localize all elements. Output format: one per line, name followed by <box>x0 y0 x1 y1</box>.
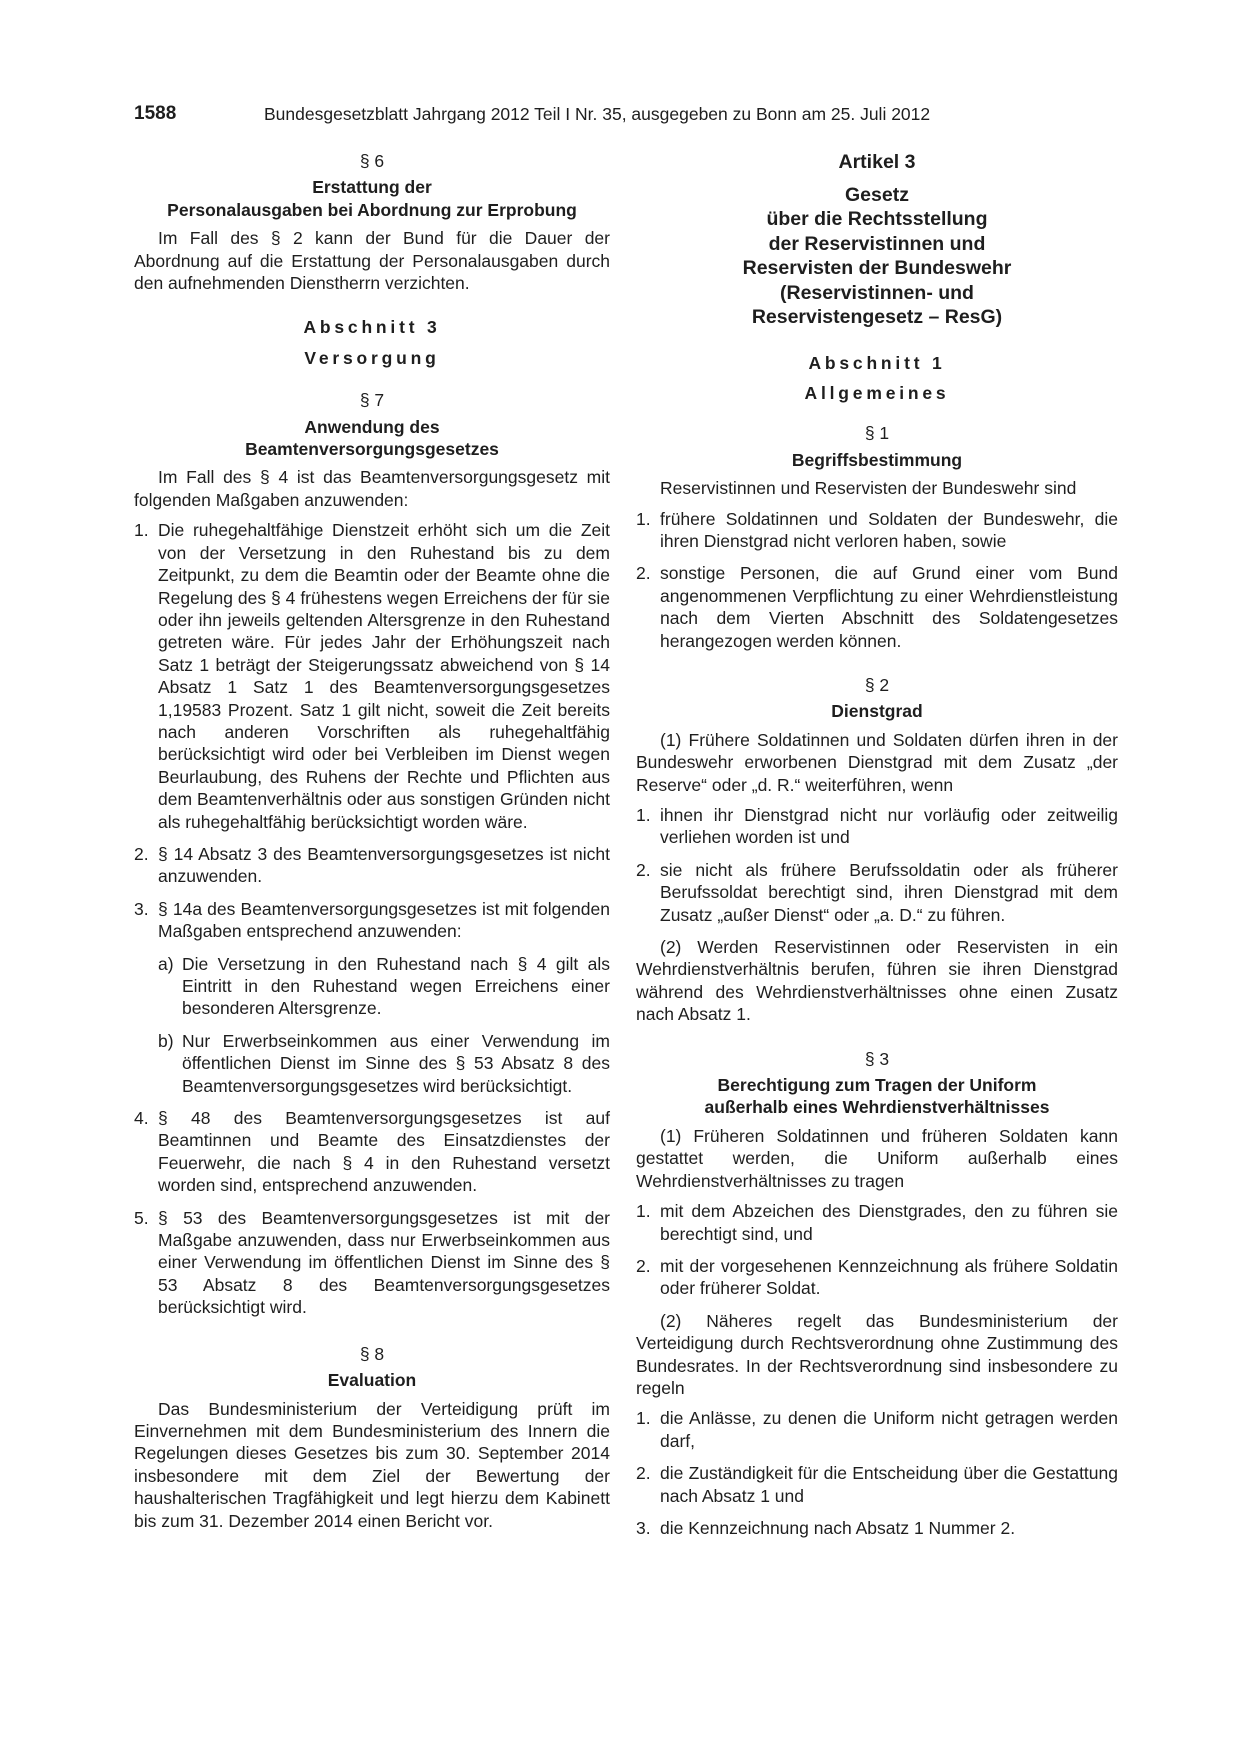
section-6-number: § 6 <box>359 151 385 171</box>
section-1-intro: Reservistinnen und Reservisten der Bundeswehr sind <box>660 478 1077 499</box>
list-item-number: 3. <box>636 1517 651 1538</box>
section-3-title-line2: außerhalb eines Wehrdienstverhältnisses <box>704 1097 1050 1118</box>
list-item <box>636 804 1118 849</box>
list-item-text: § 14 Absatz 3 des Beamtenversorgungsgesetzes ist nicht anzuwenden. <box>158 843 610 887</box>
list-item-text: die Kennzeichnung nach Absatz 1 Nummer 2. <box>660 1517 1016 1538</box>
artikel-title-line: Reservistengesetz – ResG) <box>751 306 1003 328</box>
section-3-paragraph-2: (2) Näheres regelt das Bundesministerium der Verteidigung durch Rechtsverordnung ohne Zustimmung des Bundesrates. In der Rechtsverordnung sind insbesondere zu regeln <box>636 1310 1118 1398</box>
list-item-text: sonstige Personen, die auf Grund einer vom Bund angenommenen Verpflichtung zu einer Wehrdienstleistung nach dem Vierten Abschnitt des Soldatengesetzes herangezogen werden können. <box>660 563 1118 651</box>
section-8-title: Evaluation <box>327 1370 417 1391</box>
list-item-text: mit dem Abzeichen des Dienstgrades, den zu führen sie berechtigt sind, und <box>660 1201 1118 1244</box>
list-item-number: 2. <box>636 859 651 880</box>
list-item <box>636 1407 1118 1452</box>
sub-list-item <box>158 953 610 1020</box>
list-item-text: § 48 des Beamtenversorgungsgesetzes ist auf Beamtinnen und Beamte des Einsatzdienstes der Feuerwehr, die nach § 4 in den Ruhestand versetzt worden sind, entsprechend anzuwenden. <box>158 1108 610 1196</box>
section-6-text: Im Fall des § 2 kann der Bund für die Dauer der Abordnung auf die Erstattung der Personalausgaben durch den aufnehmenden Dienstherrn verzichten. <box>134 228 610 294</box>
abschnitt-3-title: Versorgung <box>304 347 440 368</box>
list-item-number: 1. <box>636 805 651 825</box>
list-item-text: sie nicht als frühere Berufssoldatin oder als früherer Berufssoldat berechtigt sind, ihren Dienstgrad mit dem Zusatz „außer Dienst“ oder „a. D.“ zu führen. <box>660 859 1118 925</box>
list-item <box>134 843 610 888</box>
section-6-title-line2: Personalausgaben bei Abordnung zur Erprobung <box>167 199 577 220</box>
section-2-title: Dienstgrad <box>831 701 923 722</box>
section-1-number: § 1 <box>864 423 890 444</box>
page-header <box>134 102 984 126</box>
list-item-number: 2. <box>636 563 651 584</box>
list-item <box>636 1255 1118 1300</box>
artikel-title-line: über die Rechtsstellung <box>766 208 988 230</box>
section-2-paragraph-2: (2) Werden Reservistinnen oder Reservisten in ein Wehrdienstverhältnis berufen, führen sie ihren Dienstgrad während des Wehrdienstverhältnisses ohne einen Zusatz nach Absatz 1. <box>636 937 1118 1025</box>
list-item <box>636 1200 1118 1245</box>
list-item-number: 1. <box>636 1408 651 1429</box>
section-8-number: § 8 <box>359 1343 385 1364</box>
artikel-title-line: (Reservistinnen- und <box>780 281 974 304</box>
section-3-number: § 3 <box>864 1048 890 1069</box>
list-item-number: 2. <box>134 843 149 864</box>
abschnitt-1-label: Abschnitt 1 <box>808 352 946 373</box>
list-item-text: ihnen ihr Dienstgrad nicht nur vorläufig oder zeitweilig verliehen worden ist und <box>660 805 1118 848</box>
page-number: 1588 <box>134 103 177 124</box>
list-item <box>636 1517 1118 1539</box>
sub-list-item-text: Die Versetzung in den Ruhestand nach § 4 gilt als Eintritt in den Ruhestand wegen Erreichens einer besonderen Altersgrenze. <box>182 953 610 1019</box>
sub-list-item <box>158 1030 610 1097</box>
sub-list-item-letter: a) <box>158 953 174 974</box>
section-7-number: § 7 <box>359 390 385 411</box>
right-column <box>636 150 1118 1549</box>
section-3-title-line1: Berechtigung zum Tragen der Uniform <box>717 1075 1037 1096</box>
abschnitt-1-title: Allgemeines <box>804 382 950 403</box>
section-8-text: Das Bundesministerium der Verteidigung prüft im Einvernehmen mit dem Bundesministerium des Innern die Regelungen dieses Gesetzes bis zum 30. September 2014 insbesondere mit dem Ziel der Bewertung der haushalterischen Tragfähigkeit und legt hierzu dem Kabinett bis zum 31. Dezember 2014 einen Bericht vor. <box>134 1398 610 1531</box>
sub-list-item-text: Nur Erwerbseinkommen aus einer Verwendung im öffentlichen Dienst im Sinne des § 53 Absatz 8 des Beamtenversorgungsgesetzes wird berücksichtigt. <box>182 1030 610 1096</box>
list-item-text: mit der vorgesehenen Kennzeichnung als frühere Soldatin oder früherer Soldat. <box>660 1255 1118 1299</box>
list-item-number: 1. <box>636 1201 651 1222</box>
artikel-title-line: der Reservistinnen und <box>768 232 986 255</box>
list-item <box>134 1107 610 1197</box>
list-item <box>636 562 1118 652</box>
list-item <box>636 508 1118 553</box>
artikel-title-line: Gesetz <box>845 183 909 206</box>
list-item-number: 5. <box>134 1207 149 1228</box>
list-item-text: Die ruhegehaltfähige Dienstzeit erhöht sich um die Zeit von der Versetzung in den Ruhestand bis zu dem Zeitpunkt, zu dem die Beamtin oder der Beamte ohne die Regelung des § 4 frühestens wegen Erreichens der für sie oder ihn jeweils geltenden Altersgrenze in den Ruhestand getreten wäre. Für jedes Jahr der Erhöhungszeit nach Satz 1 beträgt der Steigerungssatz abweichend von § 14 Absatz 1 Satz 1 des Beamtenversorgungsgesetzes 1,19583 Prozent. Satz 1 gilt nicht, soweit die Zeit bereits nach anderen Vorschriften als ruhegehaltfähig berücksichtigt wird oder bei Verbleiben im Dienst wegen Beurlaubung, des Ruhens der Rechte und Pflichten aus dem Beamtenverhältnis oder aus sonstigen Gründen nicht als ruhegehaltfähig berücksichtigt worden wäre. <box>158 520 610 832</box>
list-item-number: 4. <box>134 1108 149 1129</box>
list-item <box>636 1462 1118 1507</box>
list-item <box>636 859 1118 926</box>
list-item-text: § 53 des Beamtenversorgungsgesetzes ist mit der Maßgabe anzuwenden, dass nur Erwerbseinkommen aus einer Verwendung im öffentlichen Dienst im Sinne des § 53 Absatz 8 des Beamtenversorgungsgesetzes berücksichtigt wird. <box>158 1207 610 1318</box>
list-item-number: 2. <box>636 1463 651 1484</box>
section-2-number: § 2 <box>864 674 890 695</box>
list-item <box>134 898 610 943</box>
running-title: Bundesgesetzblatt Jahrgang 2012 Teil I Nr. 35, ausgegeben zu Bonn am 25. Juli 2012 <box>264 104 931 124</box>
left-column <box>134 150 610 1532</box>
list-item-text: frühere Soldatinnen und Soldaten der Bundeswehr, die ihren Dienstgrad nicht verloren haben, sowie <box>660 508 1118 551</box>
section-7-title-line2: Beamtenversorgungsgesetzes <box>245 439 499 460</box>
section-7-intro: Im Fall des § 4 ist das Beamtenversorgungsgesetz mit folgenden Maßgaben anzuwenden: <box>134 467 610 510</box>
section-6-title-line1: Erstattung der <box>312 177 432 198</box>
sub-list-item-letter: b) <box>158 1030 174 1051</box>
list-item-text: § 14a des Beamtenversorgungsgesetzes ist mit folgenden Maßgaben entsprechend anzuwenden: <box>158 898 610 942</box>
list-item-number: 3. <box>134 898 149 919</box>
section-3-paragraph-1: (1) Früheren Soldatinnen und früheren Soldaten kann gestattet werden, die Uniform außerhalb eines Wehrdienstverhältnisses zu tragen <box>636 1125 1118 1191</box>
section-7-title-line1: Anwendung des <box>304 416 440 437</box>
list-item-number: 1. <box>134 520 149 541</box>
artikel-title-line: Reservisten der Bundeswehr <box>742 257 1012 279</box>
list-item-number: 2. <box>636 1255 651 1276</box>
artikel-label: Artikel 3 <box>838 151 916 173</box>
list-item <box>134 1207 610 1319</box>
list-item-text: die Zuständigkeit für die Entscheidung über die Gestattung nach Absatz 1 und <box>660 1463 1118 1506</box>
list-item-text: die Anlässe, zu denen die Uniform nicht getragen werden darf, <box>660 1408 1118 1451</box>
list-item-number: 1. <box>636 508 651 529</box>
section-1-title: Begriffsbestimmung <box>791 449 963 470</box>
abschnitt-3-label: Abschnitt 3 <box>303 317 441 338</box>
list-item <box>134 519 610 833</box>
section-2-paragraph-1: (1) Frühere Soldatinnen und Soldaten dürfen ihren in der Bundeswehr erworbenen Dienstgrad mit dem Zusatz „der Reserve“ oder „d. R.“ weiterführen, wenn <box>636 729 1118 795</box>
sub-list <box>158 953 610 1097</box>
